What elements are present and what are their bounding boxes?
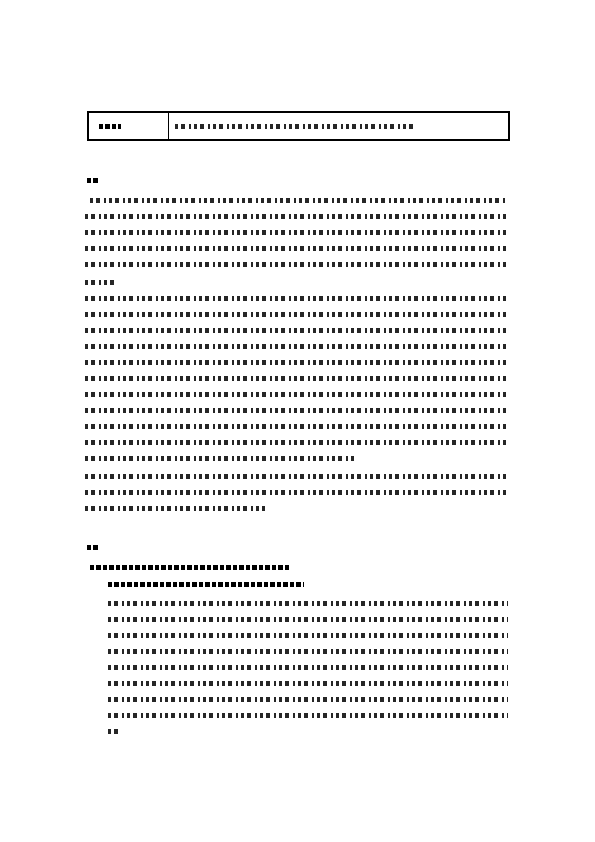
title-text-lines xyxy=(175,124,413,129)
section-1-heading xyxy=(87,178,99,183)
text-line xyxy=(85,474,508,479)
subheading-line xyxy=(108,582,304,587)
text-line xyxy=(85,456,355,461)
text-line xyxy=(108,601,508,606)
text-line xyxy=(85,328,508,333)
text-line xyxy=(108,633,508,638)
text-line xyxy=(108,729,122,734)
text-line xyxy=(85,392,508,397)
text-line xyxy=(108,617,508,622)
text-line xyxy=(85,344,508,349)
document-title-box xyxy=(87,111,510,141)
text-line xyxy=(90,198,508,203)
text-line xyxy=(85,280,115,285)
text-line xyxy=(108,713,508,718)
text-line xyxy=(108,697,508,702)
title-label-cell xyxy=(89,113,169,139)
text-line xyxy=(85,408,508,413)
text-line xyxy=(85,296,508,301)
text-line xyxy=(85,312,508,317)
text-line xyxy=(85,376,508,381)
text-line xyxy=(85,440,508,445)
subheading-line xyxy=(90,565,290,570)
text-line xyxy=(85,490,508,495)
text-line xyxy=(85,360,508,365)
section-2-heading xyxy=(87,545,99,550)
text-line xyxy=(85,214,508,219)
text-line xyxy=(85,246,508,251)
text-line xyxy=(85,262,508,267)
text-line xyxy=(85,424,508,429)
text-line xyxy=(108,665,508,670)
text-line xyxy=(108,681,508,686)
title-label-text xyxy=(99,124,121,129)
title-text-cell xyxy=(169,113,508,139)
text-line xyxy=(85,230,508,235)
text-line xyxy=(85,506,265,511)
text-line xyxy=(108,649,508,654)
